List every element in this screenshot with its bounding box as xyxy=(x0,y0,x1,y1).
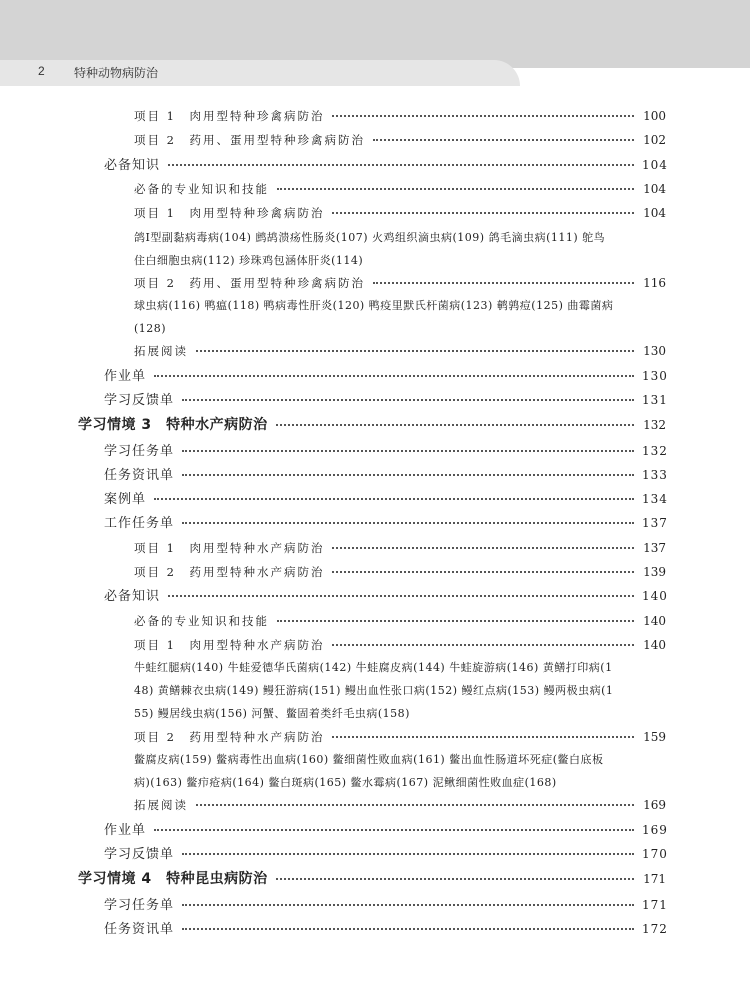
toc-entry-title: 项目 2 药用、蛋用型特种珍禽病防治 xyxy=(134,133,365,147)
toc-entry-title: 学习反馈单 xyxy=(104,393,175,408)
toc-entry-title: 作业单 xyxy=(104,823,147,838)
toc-entry-page: 139 xyxy=(643,565,666,579)
toc-entry-page: 140 xyxy=(642,589,668,603)
toc-entry-page: 104 xyxy=(643,182,666,196)
toc-entry-page: 134 xyxy=(642,492,668,506)
dot-leader xyxy=(182,522,634,524)
dot-leader xyxy=(196,350,634,352)
toc-description: 鳖腐皮病(159) 鳖病毒性出血病(160) 鳖细菌性败血病(161) 鳖出血性肠道坏死症(鳖白底板病)(163) 鳖疖疮病(164) 鳖白斑病(165) 鳖水霉病(167) 泥鳅细菌性败血症(168) xyxy=(134,753,604,789)
toc-entry-page: 100 xyxy=(643,109,666,123)
toc-description: 牛蛙红腿病(140) 牛蛙爱德华氏菌病(142) 牛蛙腐皮病(144) 牛蛙旋游病(146) 黄鳝打印病(148) 黄鳝棘衣虫病(149) 鳗狂游病(151) 鳗出血性张口病(152) 鳗红点病(153) 鳗两极虫病(155) 鳗居线虫病(156) 河蟹、鳖固着类纤毛虫病(158) xyxy=(134,661,614,720)
toc-entry-page: 131 xyxy=(642,393,668,407)
toc-entry-page: 171 xyxy=(642,898,668,912)
toc-entry-page: 132 xyxy=(643,418,666,432)
toc-entry-title: 项目 2 药用、蛋用型特种珍禽病防治 xyxy=(134,276,365,290)
dot-leader xyxy=(277,188,634,190)
toc-entry-title: 必备知识 xyxy=(104,589,161,604)
toc-entry-page: 171 xyxy=(643,872,666,886)
toc-entry[interactable] xyxy=(134,275,666,291)
toc-entry[interactable] xyxy=(104,467,666,484)
toc-chapter[interactable] xyxy=(78,417,666,433)
toc-description: 鸽Ⅰ型副黏病毒病(104) 鹧鸪溃疡性肠炎(107) 火鸡组织滴虫病(109) 鸽毛滴虫病(111) 鸵鸟住白细胞虫病(112) 珍珠鸡包涵体肝炎(114) xyxy=(134,231,606,267)
toc-entry[interactable] xyxy=(134,343,666,359)
toc-entry[interactable] xyxy=(134,540,666,556)
toc-entry[interactable] xyxy=(104,588,666,605)
toc-entry-title: 必备的专业知识和技能 xyxy=(134,182,269,196)
toc-entry-title: 任务资讯单 xyxy=(104,922,175,937)
dot-leader xyxy=(168,595,634,597)
toc-entry-page: 137 xyxy=(642,516,668,530)
toc-entry-page: 116 xyxy=(643,276,666,290)
toc-entry-title: 学习任务单 xyxy=(104,444,175,459)
toc-entry-title: 作业单 xyxy=(104,369,147,384)
dot-leader xyxy=(276,878,634,880)
dot-leader xyxy=(332,736,634,738)
toc-entry-title: 项目 2 药用型特种水产病防治 xyxy=(134,565,325,579)
dot-leader xyxy=(154,829,634,831)
toc-entry-page: 130 xyxy=(642,369,668,383)
toc-entry-title: 项目 1 肉用型特种水产病防治 xyxy=(134,541,325,555)
toc-entry-page: 133 xyxy=(642,468,668,482)
toc-entry-title: 拓展阅读 xyxy=(134,344,188,358)
toc-entry-title: 工作任务单 xyxy=(104,516,175,531)
dot-leader xyxy=(277,620,634,622)
toc-entry-page: 159 xyxy=(643,730,666,744)
toc-entry-page: 102 xyxy=(643,133,666,147)
toc-chapter-title: 学习情境 3 特种水产病防治 xyxy=(78,417,268,433)
toc-entry-title: 学习反馈单 xyxy=(104,847,175,862)
dot-leader xyxy=(168,164,634,166)
toc-entry[interactable] xyxy=(104,921,666,938)
dot-leader xyxy=(332,212,634,214)
toc-entry[interactable] xyxy=(134,564,666,580)
dot-leader xyxy=(373,139,634,141)
toc-description: 球虫病(116) 鸭瘟(118) 鸭病毒性肝炎(120) 鸭疫里默氏杆菌病(123) 鹌鹑痘(125) 曲霉菌病(128) xyxy=(134,299,614,335)
toc-entry-title: 必备的专业知识和技能 xyxy=(134,614,269,628)
toc-chapter-title: 学习情境 4 特种昆虫病防治 xyxy=(78,871,268,887)
toc-entry-page: 104 xyxy=(643,206,666,220)
toc-entry[interactable] xyxy=(134,797,666,813)
toc-chapter[interactable] xyxy=(78,871,666,887)
dot-leader xyxy=(332,115,634,117)
dot-leader xyxy=(196,804,634,806)
toc-entry[interactable] xyxy=(104,157,666,174)
toc-entry[interactable] xyxy=(134,613,666,629)
toc-entry-title: 学习任务单 xyxy=(104,898,175,913)
toc-entry[interactable] xyxy=(134,205,666,221)
dot-leader xyxy=(332,644,634,646)
toc-entry-title: 项目 1 肉用型特种珍禽病防治 xyxy=(134,109,325,123)
running-title: 特种动物病防治 xyxy=(74,66,159,80)
toc-entry-title: 任务资讯单 xyxy=(104,468,175,483)
toc-entry[interactable] xyxy=(104,368,666,385)
toc-entry[interactable] xyxy=(134,108,666,124)
dot-leader xyxy=(182,853,634,855)
toc-entry-page: 132 xyxy=(642,444,668,458)
toc-entry[interactable] xyxy=(134,729,666,745)
toc-entry-page: 137 xyxy=(643,541,666,555)
dot-leader xyxy=(276,424,634,426)
toc-entry-page: 172 xyxy=(642,922,668,936)
toc-entry[interactable] xyxy=(104,822,666,839)
toc-entry[interactable] xyxy=(104,846,666,863)
dot-leader xyxy=(332,571,634,573)
dot-leader xyxy=(154,498,634,500)
toc-entry[interactable] xyxy=(104,515,666,532)
toc-entry-page: 169 xyxy=(643,798,666,812)
toc-entry-page: 170 xyxy=(642,847,668,861)
toc-entry-page: 140 xyxy=(643,638,666,652)
toc-entry-page: 130 xyxy=(643,344,666,358)
toc-entry[interactable] xyxy=(104,897,666,914)
dot-leader xyxy=(373,282,634,284)
toc-entry-title: 项目 1 肉用型特种水产病防治 xyxy=(134,638,325,652)
dot-leader xyxy=(154,375,634,377)
toc-entry-page: 104 xyxy=(642,158,668,172)
toc-entry[interactable] xyxy=(134,637,666,653)
toc-entry-title: 必备知识 xyxy=(104,158,161,173)
dot-leader xyxy=(182,904,634,906)
dot-leader xyxy=(182,399,634,401)
toc-entry-title: 项目 2 药用型特种水产病防治 xyxy=(134,730,325,744)
toc-entry[interactable] xyxy=(134,132,666,148)
page-number: 2 xyxy=(38,64,45,78)
toc-entry[interactable] xyxy=(104,491,666,508)
toc-entry-page: 169 xyxy=(642,823,668,837)
toc-entry-title: 案例单 xyxy=(104,492,147,507)
toc-entry[interactable] xyxy=(134,181,666,197)
toc-entry-title: 拓展阅读 xyxy=(134,798,188,812)
dot-leader xyxy=(182,450,634,452)
dot-leader xyxy=(332,547,634,549)
dot-leader xyxy=(182,928,634,930)
toc-entry[interactable] xyxy=(104,392,666,409)
toc-entry-page: 140 xyxy=(643,614,666,628)
toc-entry-title: 项目 1 肉用型特种珍禽病防治 xyxy=(134,206,325,220)
dot-leader xyxy=(182,474,634,476)
toc-entry[interactable] xyxy=(104,443,666,460)
